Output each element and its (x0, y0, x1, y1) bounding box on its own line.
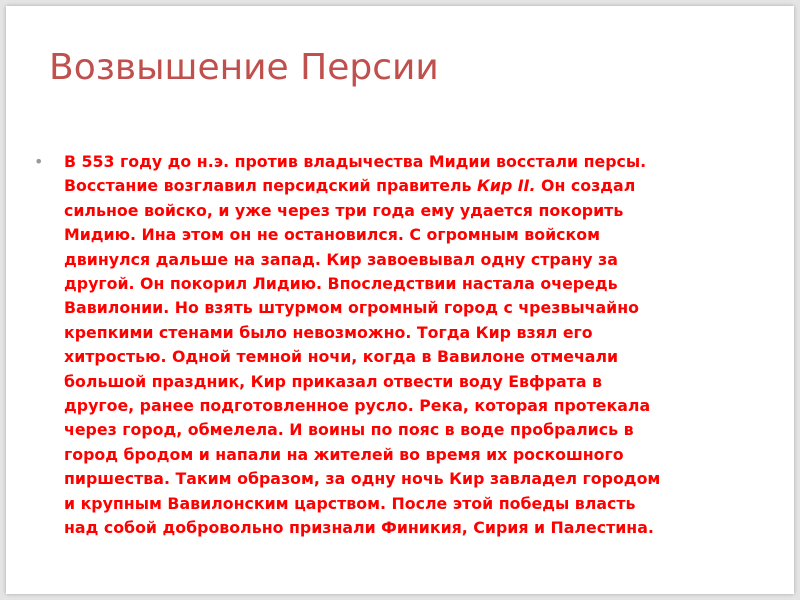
text-line: над собой добровольно признали Финикия, Сирия и Палестина. (64, 518, 654, 538)
text-segment: Восстание возглавил персидский правитель (64, 176, 478, 196)
text-line: большой праздник, Кир приказал отвести воду Евфрата в (64, 371, 602, 391)
slide (6, 6, 794, 594)
slide-title: Возвышение Персии (49, 47, 439, 88)
text-line: город бродом и напали на жителей во время их роскошного (64, 444, 624, 464)
text-line: двинулся дальше на запад. Кир завоевывал одну страну за (64, 249, 618, 269)
text-line: Вавилонии. Но взять штурмом огромный город с чрезвычайно (64, 298, 639, 318)
text-line (64, 174, 740, 198)
ruler-name: Кир II. (477, 176, 536, 196)
bullet-icon: • (34, 152, 44, 171)
text-line: хитростью. Одной темной ночи, когда в Вавилоне отмечали (64, 347, 619, 367)
text-line: и крупным Вавилонским царством. После этой победы власть (64, 493, 636, 513)
text-segment: Он создал (535, 176, 636, 196)
text-line: другой. Он покорил Лидию. Впоследствии настала очередь (64, 274, 618, 294)
body-paragraph (64, 150, 740, 541)
text-line: пиршества. Таким образом, за одну ночь Кир завладел городом (64, 469, 661, 489)
text-line: крепкими стенами было невозможно. Тогда Кир взял его (64, 322, 593, 342)
text-line: сильное войско, и уже через три года ему удается покорить (64, 200, 624, 220)
text-line: другое, ранее подготовленное русло. Река, которая протекала (64, 396, 651, 416)
text-line: В 553 году до н.э. против владычества Мидии восстали персы. (64, 152, 647, 171)
text-line: Мидию. Ина этом он не остановился. С огромным войском (64, 225, 601, 245)
text-line: через город, обмелела. И воины по пояс в воде пробрались в (64, 420, 634, 440)
